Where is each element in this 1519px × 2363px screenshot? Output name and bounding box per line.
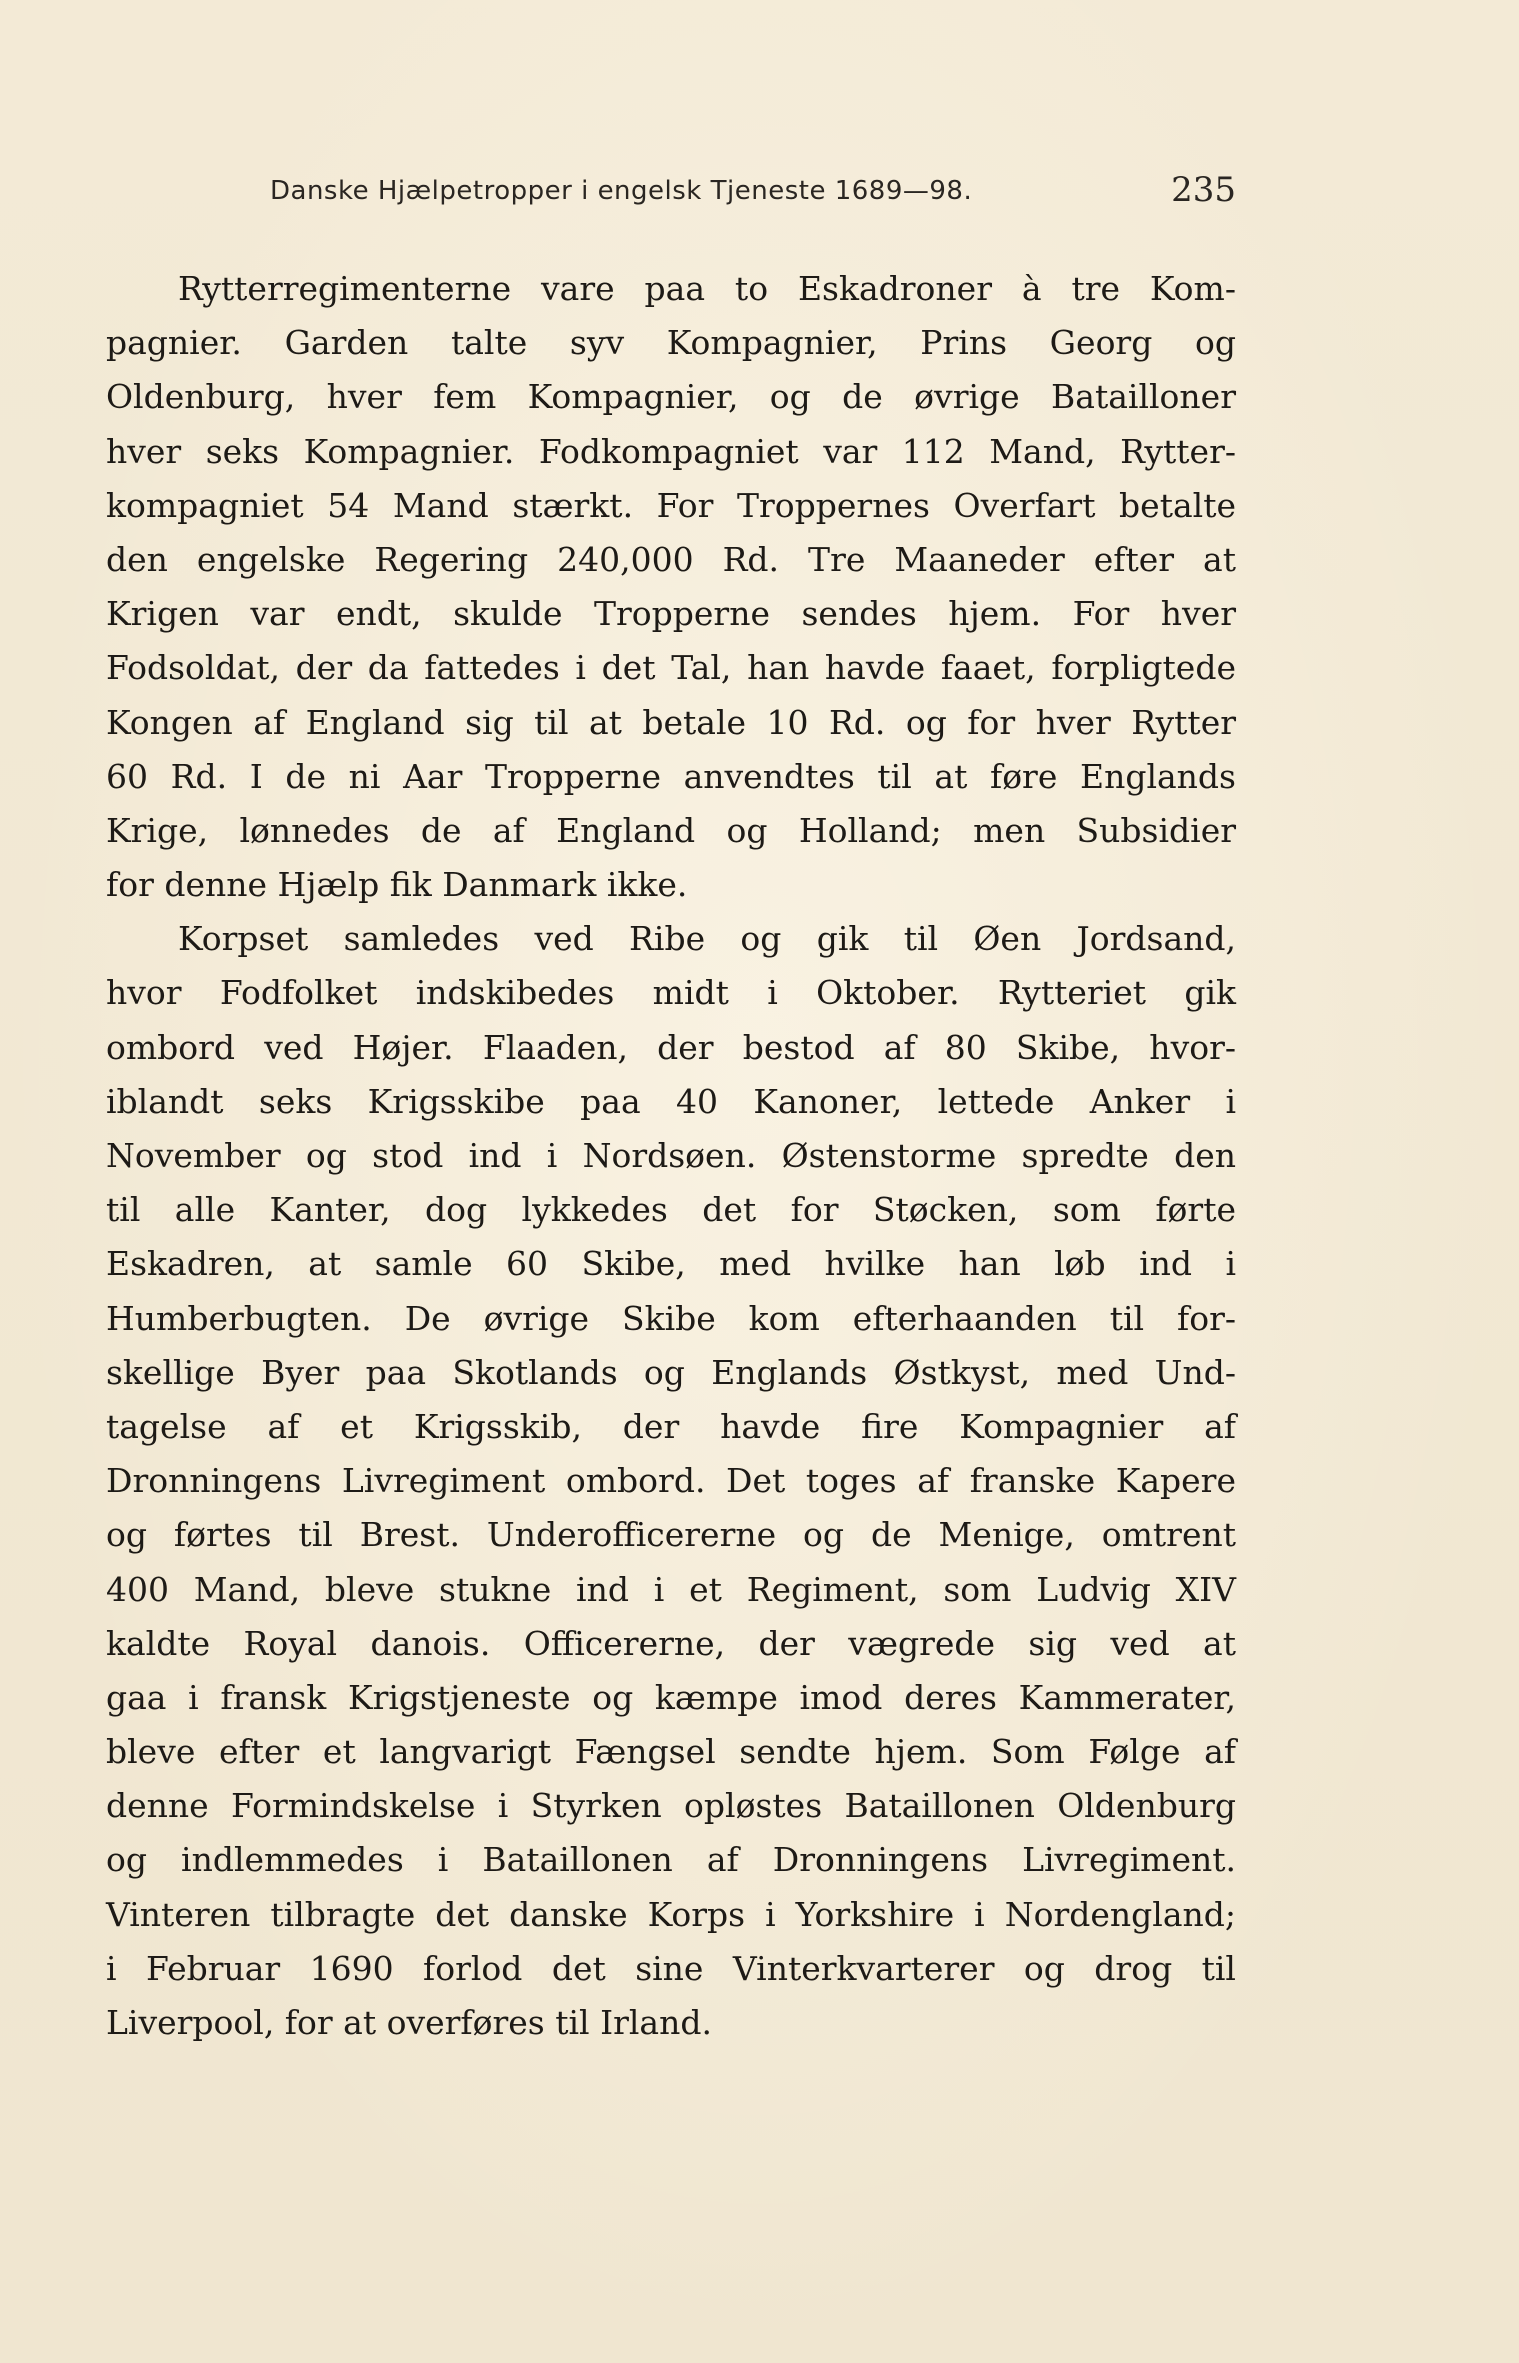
text-line: tagelse af et Krigsskib, der havde fire Kompagnier af	[106, 1406, 1236, 1446]
text-line: til alle Kanter, dog lykkedes det for Støcken, som førte	[106, 1190, 1236, 1230]
text-line: ombord ved Højer. Flaaden, der bestod af 80 Skibe, hvor-	[106, 1027, 1236, 1067]
text-line: Krige, lønnedes de af England og Holland; men Subsidier	[106, 810, 1236, 850]
text-line: hver seks Kompagnier. Fodkompagniet var 112 Mand, Rytter-	[106, 431, 1236, 471]
page-header	[270, 170, 1236, 220]
text-line: Korpset samledes ved Ribe og gik til Øen Jordsand,	[178, 919, 1236, 959]
text-line: Krigen var endt, skulde Tropperne sendes hjem. For hver	[106, 594, 1236, 634]
text-line: Humberbugten. De øvrige Skibe kom efterhaanden til for-	[106, 1298, 1236, 1338]
body-text	[106, 262, 1236, 2050]
text-line: pagnier. Garden talte syv Kompagnier, Prins Georg og	[106, 323, 1236, 363]
text-line: kaldte Royal danois. Officererne, der vægrede sig ved at	[106, 1623, 1236, 1663]
text-line: gaa i fransk Krigstjeneste og kæmpe imod deres Kammerater,	[106, 1677, 1236, 1717]
text-line: for denne Hjælp fik Danmark ikke.	[106, 865, 688, 905]
text-line: iblandt seks Krigsskibe paa 40 Kanoner, lettede Anker i	[106, 1081, 1236, 1121]
running-title: Danske Hjælpetropper i engelsk Tjeneste 1689—98.	[270, 176, 973, 206]
text-line: Fodsoldat, der da fattedes i det Tal, han havde faaet, forpligtede	[106, 648, 1236, 688]
text-line: bleve efter et langvarigt Fængsel sendte hjem. Som Følge af	[106, 1732, 1236, 1772]
text-line: Eskadren, at samle 60 Skibe, med hvilke han løb ind i	[106, 1244, 1236, 1284]
text-line: i Februar 1690 forlod det sine Vinterkvarterer og drog til	[106, 1948, 1236, 1988]
text-line: og førtes til Brest. Underofficererne og de Menige, omtrent	[106, 1515, 1236, 1555]
text-line: og indlemmedes i Bataillonen af Dronningens Livregiment.	[106, 1840, 1236, 1880]
text-line: Rytterregimenterne vare paa to Eskadroner à tre Kom-	[178, 269, 1236, 308]
text-line: Liverpool, for at overføres til Irland.	[106, 2003, 712, 2042]
text-line: 400 Mand, bleve stukne ind i et Regiment, som Ludvig XIV	[106, 1569, 1236, 1609]
text-line: kompagniet 54 Mand stærkt. For Troppernes Overfart betalte	[106, 485, 1236, 525]
text-line: hvor Fodfolket indskibedes midt i Oktober. Rytteriet gik	[106, 973, 1236, 1013]
text-line: den engelske Regering 240,000 Rd. Tre Maaneder efter at	[106, 539, 1236, 579]
text-line: 60 Rd. I de ni Aar Tropperne anvendtes til at føre Englands	[106, 756, 1236, 796]
text-line: November og stod ind i Nordsøen. Østenstorme spredte den	[106, 1136, 1236, 1175]
text-line: skellige Byer paa Skotlands og Englands Østkyst, med Und-	[106, 1352, 1236, 1392]
text-line: Vinteren tilbragte det danske Korps i Yorkshire i Nordengland;	[106, 1894, 1236, 1934]
page-number: 235	[1171, 170, 1236, 210]
text-line: denne Formindskelse i Styrken opløstes Bataillonen Oldenburg	[106, 1786, 1236, 1826]
text-line: Dronningens Livregiment ombord. Det toges af franske Kapere	[106, 1461, 1236, 1501]
text-line: Kongen af England sig til at betale 10 Rd. og for hver Rytter	[106, 702, 1236, 742]
text-line: Oldenburg, hver fem Kompagnier, og de øvrige Bataillonеr	[106, 377, 1236, 417]
